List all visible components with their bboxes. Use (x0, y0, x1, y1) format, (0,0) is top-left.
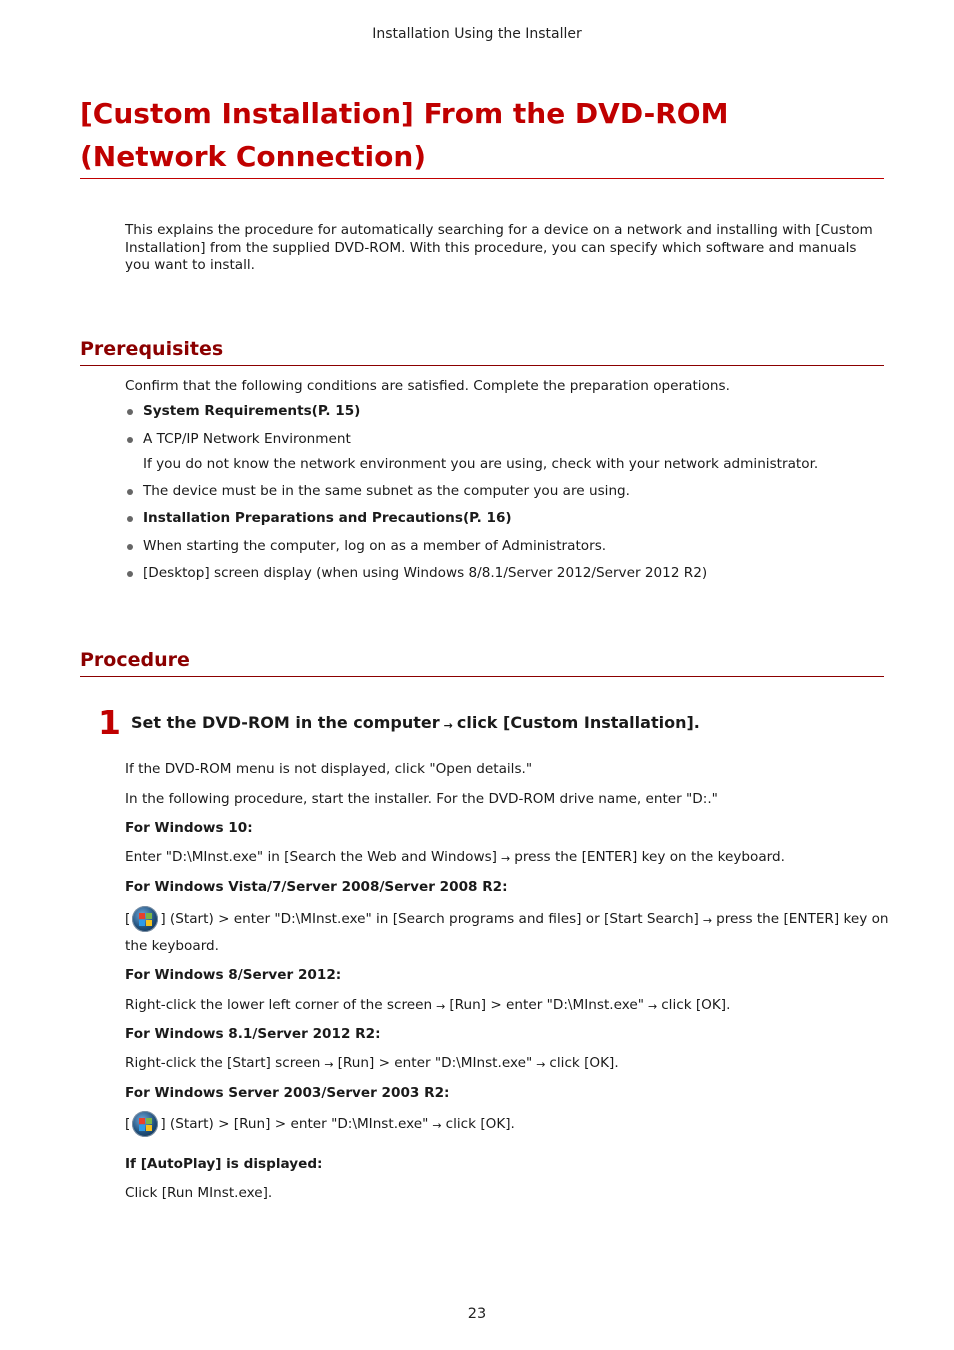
step-title-part-b: click [Custom Installation]. (456, 713, 700, 732)
windows-vista-instructions (125, 906, 889, 932)
windows8-step-c: click [OK]. (661, 997, 731, 1013)
step-note-drive-name: In the following procedure, start the installer. For the DVD-ROM drive name, enter "D:." (125, 791, 718, 807)
procedure-divider (80, 676, 884, 677)
windows81-instructions (125, 1055, 619, 1071)
bullet-dot-icon (127, 544, 133, 550)
autoplay-instruction: Click [Run MInst.exe]. (125, 1185, 273, 1201)
windows-vista-step-b: press the [ENTER] key on (716, 911, 889, 927)
arrow-right-icon: → (647, 1000, 658, 1013)
page-title: [Custom Installation] From the DVD-ROM (Network Connection) (80, 97, 729, 173)
installation-preparations-link[interactable]: Installation Preparations and Precautions(P. 16) (143, 510, 512, 526)
title-divider (80, 178, 884, 179)
step-title-part-a: Set the DVD-ROM in the computer (131, 713, 440, 732)
list-item-text: When starting the computer, log on as a member of Administrators. (143, 538, 607, 554)
windows-vista-step-a: ] (Start) > enter "D:\MInst.exe" in [Search programs and files] or [Start Search] (160, 911, 699, 927)
arrow-right-icon: → (500, 852, 511, 865)
bullet-dot-icon (127, 516, 133, 522)
bullet-dot-icon (127, 409, 133, 415)
windows81-heading: For Windows 8.1/Server 2012 R2: (125, 1026, 381, 1042)
windows-start-orb-icon (132, 906, 158, 932)
windows81-step-b: [Run] > enter "D:\MInst.exe" (337, 1055, 533, 1071)
prerequisites-divider (80, 365, 884, 366)
windows8-instructions (125, 997, 730, 1013)
windows-vista-step-c: the keyboard. (125, 938, 220, 954)
arrow-right-icon: → (702, 914, 713, 927)
bracket-open: [ (125, 911, 131, 927)
prerequisites-lead: Confirm that the following conditions are satisfied. Complete the preparation operations. (125, 378, 730, 394)
page-number: 23 (467, 1306, 487, 1322)
list-item-subtext: If you do not know the network environment you are using, check with your network administrator. (143, 456, 819, 472)
prerequisites-heading: Prerequisites (80, 338, 224, 360)
bullet-dot-icon (127, 489, 133, 495)
server2003-heading: For Windows Server 2003/Server 2003 R2: (125, 1085, 450, 1101)
windows8-step-a: Right-click the lower left corner of the screen (125, 997, 433, 1013)
windows-vista-heading: For Windows Vista/7/Server 2008/Server 2008 R2: (125, 879, 508, 895)
list-item-text: The device must be in the same subnet as the computer you are using. (143, 483, 631, 499)
windows8-step-b: [Run] > enter "D:\MInst.exe" (449, 997, 644, 1013)
list-item-text: [Desktop] screen display (when using Windows 8/8.1/Server 2012/Server 2012 R2) (143, 565, 708, 581)
autoplay-heading: If [AutoPlay] is displayed: (125, 1156, 323, 1172)
arrow-right-icon: → (432, 1119, 442, 1132)
server2003-step-a: ] (Start) > [Run] > enter "D:\MInst.exe" (160, 1116, 429, 1132)
server2003-instructions (125, 1111, 515, 1137)
arrow-right-icon: → (536, 1058, 546, 1071)
system-requirements-link[interactable]: System Requirements(P. 15) (143, 403, 361, 419)
windows10-step-a: Enter "D:\MInst.exe" in [Search the Web and Windows] (125, 849, 497, 865)
step-number: 1 (98, 703, 121, 742)
procedure-heading: Procedure (80, 649, 190, 671)
windows10-step-b: press the [ENTER] key on the keyboard. (514, 849, 785, 865)
list-item-text: A TCP/IP Network Environment (143, 431, 351, 447)
arrow-right-icon: → (324, 1058, 334, 1071)
bullet-dot-icon (127, 437, 133, 443)
running-header: Installation Using the Installer (372, 26, 582, 42)
arrow-right-icon: → (443, 719, 453, 732)
intro-paragraph: This explains the procedure for automatically searching for a device on a network and installing with [Custom Installation] from the supplied DVD-ROM. With this procedure, you can specify which software and manuals you want to install. (125, 222, 873, 274)
step-title (131, 713, 700, 732)
windows-start-orb-icon (132, 1111, 158, 1137)
windows10-heading: For Windows 10: (125, 820, 253, 836)
windows8-heading: For Windows 8/Server 2012: (125, 967, 342, 983)
server2003-step-b: click [OK]. (445, 1116, 515, 1132)
windows81-step-a: Right-click the [Start] screen (125, 1055, 321, 1071)
windows81-step-c: click [OK]. (549, 1055, 619, 1071)
bullet-dot-icon (127, 571, 133, 577)
step-note-open-details: If the DVD-ROM menu is not displayed, click "Open details." (125, 761, 533, 777)
bracket-open: [ (125, 1116, 131, 1132)
windows10-instructions (125, 849, 785, 865)
arrow-right-icon: → (436, 1000, 446, 1013)
